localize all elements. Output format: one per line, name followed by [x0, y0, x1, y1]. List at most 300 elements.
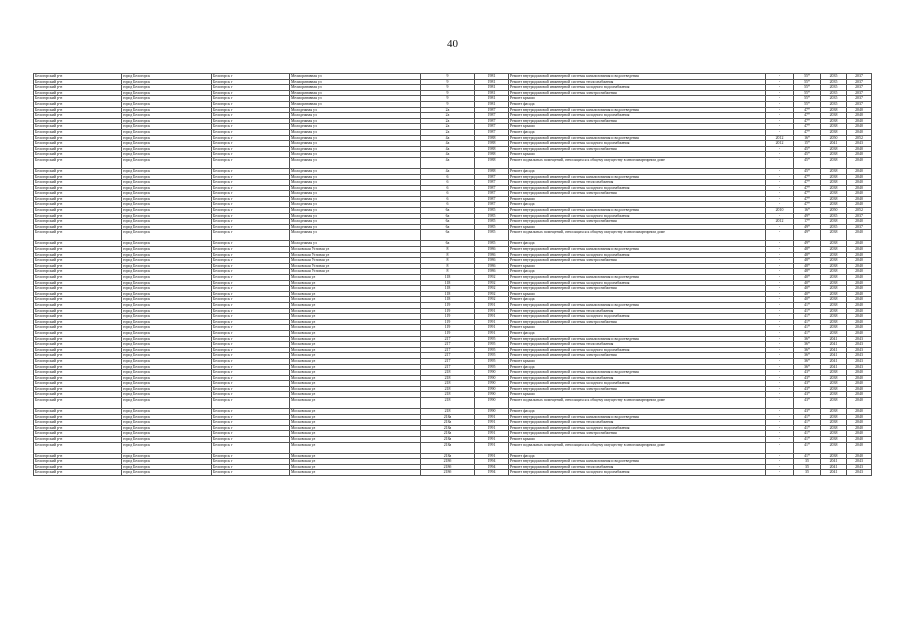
cell-settlement-short: Белогорск г — [212, 129, 290, 135]
cell-district: Белогорский р-н — [34, 85, 122, 91]
cell-year-built: 1985 — [475, 241, 509, 247]
cell-last-repair: - — [766, 291, 794, 297]
cell-work-type: Ремонт внутридомовой инженерной системы канализования и водоотведения — [509, 74, 766, 80]
cell-district: Белогорский р-н — [34, 157, 122, 168]
cell-house: 9 — [421, 74, 475, 80]
cell-year-built: 1990 — [475, 381, 509, 387]
cell-street: Молодежная ул — [290, 107, 421, 113]
cell-street: Московская ул — [290, 414, 421, 420]
cell-settlement: город Белогорск — [122, 174, 212, 180]
cell-settlement-short: Белогорск г — [212, 141, 290, 147]
cell-street: Молодежная ул — [290, 124, 421, 130]
cell-work-type: Ремонт фасада — [509, 241, 766, 247]
cell-street: Московская ул — [290, 431, 421, 437]
cell-last-repair: - — [766, 230, 794, 241]
cell-last-repair: - — [766, 168, 794, 174]
cell-settlement: город Белогорск — [122, 364, 212, 370]
cell-house: 118 — [421, 286, 475, 292]
cell-settlement-short: Белогорск г — [212, 398, 290, 409]
cell-plan-from: 2035 — [821, 101, 847, 107]
cell-plan-to: 2040 — [847, 269, 872, 275]
cell-plan-from: 2038 — [821, 168, 847, 174]
cell-last-repair: - — [766, 302, 794, 308]
cell-district: Белогорский р-н — [34, 464, 122, 470]
cell-plan-from: 2038 — [821, 241, 847, 247]
cell-street: Молодежная ул — [290, 208, 421, 214]
cell-plan-to: 2040 — [847, 302, 872, 308]
cell-year-built: 1991 — [475, 425, 509, 431]
cell-settlement: город Белогорск — [122, 152, 212, 158]
cell-settlement-short: Белогорск г — [212, 386, 290, 392]
cell-district: Белогорский р-н — [34, 202, 122, 208]
cell-street: Московская Угловая ул — [290, 258, 421, 264]
cell-house: 2а — [421, 107, 475, 113]
cell-wear: 41* — [794, 425, 821, 431]
cell-plan-to: 2043 — [847, 358, 872, 364]
cell-settlement: город Белогорск — [122, 196, 212, 202]
cell-plan-from: 2038 — [821, 370, 847, 376]
cell-plan-from: 2038 — [821, 325, 847, 331]
cell-year-built: 1987 — [475, 191, 509, 197]
cell-district: Белогорский р-н — [34, 263, 122, 269]
cell-plan-to: 2037 — [847, 74, 872, 80]
cell-wear: 45* — [794, 152, 821, 158]
cell-work-type: Ремонт внутридомовой инженерной системы теплоснабжения — [509, 79, 766, 85]
cell-year-built: 1981 — [475, 101, 509, 107]
cell-settlement-short: Белогорск г — [212, 157, 290, 168]
cell-plan-from: 2038 — [821, 381, 847, 387]
cell-work-type: Ремонт внутридомовой инженерной системы канализования и водоотведения — [509, 414, 766, 420]
cell-settlement-short: Белогорск г — [212, 230, 290, 241]
cell-work-type: Ремонт внутридомовой инженерной системы канализования и водоотведения — [509, 275, 766, 281]
cell-last-repair: - — [766, 196, 794, 202]
cell-plan-to: 2040 — [847, 453, 872, 459]
cell-house: 217 — [421, 342, 475, 348]
cell-work-type: Ремонт внутридомовой инженерной системы холодного водоснабжения — [509, 347, 766, 353]
cell-plan-to: 2040 — [847, 202, 872, 208]
cell-settlement-short: Белогорск г — [212, 453, 290, 459]
cell-year-built: 1991 — [475, 442, 509, 453]
cell-last-repair: - — [766, 386, 794, 392]
cell-plan-to: 2040 — [847, 386, 872, 392]
cell-plan-from: 2038 — [821, 118, 847, 124]
cell-wear: 55* — [794, 96, 821, 102]
cell-district: Белогорский р-н — [34, 241, 122, 247]
cell-last-repair: - — [766, 398, 794, 409]
cell-district: Белогорский р-н — [34, 342, 122, 348]
cell-plan-to: 2040 — [847, 107, 872, 113]
cell-year-built: 1991 — [475, 325, 509, 331]
cell-plan-to: 2052 — [847, 135, 872, 141]
cell-plan-from: 2038 — [821, 386, 847, 392]
cell-house: 218 — [421, 409, 475, 415]
cell-last-repair: - — [766, 453, 794, 459]
cell-plan-to: 2052 — [847, 208, 872, 214]
cell-plan-to: 2040 — [847, 319, 872, 325]
cell-year-built: 1985 — [475, 219, 509, 225]
cell-work-type: Ремонт внутридомовой инженерной системы электроснабжения — [509, 319, 766, 325]
cell-settlement: город Белогорск — [122, 342, 212, 348]
cell-house: 218 — [421, 370, 475, 376]
cell-house: 6а — [421, 224, 475, 230]
cell-wear: 48* — [794, 269, 821, 275]
cell-house: 118 — [421, 280, 475, 286]
cell-wear: 35 — [794, 459, 821, 465]
cell-house: 4а — [421, 141, 475, 147]
cell-district: Белогорский р-н — [34, 152, 122, 158]
cell-work-type: Ремонт внутридомовой инженерной системы электроснабжения — [509, 286, 766, 292]
cell-last-repair: - — [766, 314, 794, 320]
cell-settlement-short: Белогорск г — [212, 459, 290, 465]
cell-wear: 48* — [794, 252, 821, 258]
cell-house: 218б — [421, 470, 475, 476]
cell-street: Московская ул — [290, 325, 421, 331]
cell-house: 8 — [421, 247, 475, 253]
cell-work-type: Ремонт фасада — [509, 453, 766, 459]
cell-year-built: 1987 — [475, 180, 509, 186]
cell-plan-to: 2040 — [847, 168, 872, 174]
cell-settlement: город Белогорск — [122, 459, 212, 465]
cell-settlement-short: Белогорск г — [212, 168, 290, 174]
cell-settlement: город Белогорск — [122, 286, 212, 292]
cell-settlement: город Белогорск — [122, 258, 212, 264]
cell-year-built: 1991 — [475, 437, 509, 443]
cell-last-repair: - — [766, 275, 794, 281]
cell-last-repair: - — [766, 79, 794, 85]
cell-wear: 55* — [794, 79, 821, 85]
cell-settlement: город Белогорск — [122, 129, 212, 135]
cell-house: 9 — [421, 85, 475, 91]
cell-work-type: Ремонт внутридомовой инженерной системы теплоснабжения — [509, 375, 766, 381]
cell-settlement: город Белогорск — [122, 74, 212, 80]
cell-settlement-short: Белогорск г — [212, 414, 290, 420]
cell-district: Белогорский р-н — [34, 442, 122, 453]
cell-district: Белогорский р-н — [34, 90, 122, 96]
cell-plan-from: 2038 — [821, 230, 847, 241]
cell-settlement: город Белогорск — [122, 353, 212, 359]
cell-street: Московская ул — [290, 297, 421, 303]
cell-settlement-short: Белогорск г — [212, 101, 290, 107]
cell-last-repair: - — [766, 129, 794, 135]
cell-wear: 48* — [794, 263, 821, 269]
cell-plan-from: 2035 — [821, 96, 847, 102]
cell-year-built: 1995 — [475, 353, 509, 359]
cell-year-built: 1985 — [475, 230, 509, 241]
cell-year-built: 1987 — [475, 185, 509, 191]
cell-wear: 43* — [794, 409, 821, 415]
cell-plan-from: 2041 — [821, 336, 847, 342]
cell-house: 218 — [421, 375, 475, 381]
cell-district: Белогорский р-н — [34, 191, 122, 197]
cell-settlement: город Белогорск — [122, 375, 212, 381]
cell-last-repair: - — [766, 85, 794, 91]
cell-last-repair: - — [766, 258, 794, 264]
cell-house: 218б — [421, 459, 475, 465]
cell-year-built: 1994 — [475, 470, 509, 476]
cell-wear: 49* — [794, 241, 821, 247]
cell-work-type: Ремонт внутридомовой инженерной системы холодного водоснабжения — [509, 425, 766, 431]
cell-plan-to: 2040 — [847, 414, 872, 420]
cell-settlement-short: Белогорск г — [212, 347, 290, 353]
cell-district: Белогорский р-н — [34, 174, 122, 180]
cell-house: 6а — [421, 241, 475, 247]
cell-wear: 43* — [794, 392, 821, 398]
cell-work-type: Ремонт внутридомовой инженерной системы электроснабжения — [509, 90, 766, 96]
cell-settlement-short: Белогорск г — [212, 409, 290, 415]
cell-settlement-short: Белогорск г — [212, 208, 290, 214]
cell-street: Мелиоративная ул — [290, 96, 421, 102]
cell-last-repair: - — [766, 308, 794, 314]
cell-plan-from: 2038 — [821, 258, 847, 264]
cell-work-type: Ремонт внутридомовой инженерной системы холодного водоснабжения — [509, 141, 766, 147]
cell-settlement: город Белогорск — [122, 157, 212, 168]
cell-plan-from: 2038 — [821, 431, 847, 437]
cell-plan-from: 2041 — [821, 353, 847, 359]
cell-last-repair: - — [766, 74, 794, 80]
cell-house: 6а — [421, 208, 475, 214]
cell-work-type: Ремонт внутридомовой инженерной системы холодного водоснабжения — [509, 252, 766, 258]
cell-year-built: 1991 — [475, 414, 509, 420]
cell-year-built: 1990 — [475, 386, 509, 392]
cell-last-repair: - — [766, 124, 794, 130]
cell-wear: 47* — [794, 113, 821, 119]
cell-plan-to: 2043 — [847, 364, 872, 370]
cell-last-repair: - — [766, 297, 794, 303]
cell-wear: 43* — [794, 386, 821, 392]
cell-year-built: 1988 — [475, 141, 509, 147]
cell-house: 217 — [421, 358, 475, 364]
cell-district: Белогорский р-н — [34, 275, 122, 281]
cell-year-built: 1991 — [475, 330, 509, 336]
cell-plan-to: 2043 — [847, 347, 872, 353]
cell-street: Молодежная ул — [290, 202, 421, 208]
cell-house: 217 — [421, 353, 475, 359]
cell-wear: 43* — [794, 375, 821, 381]
cell-district: Белогорский р-н — [34, 370, 122, 376]
cell-street: Молодежная ул — [290, 241, 421, 247]
cell-plan-to: 2037 — [847, 79, 872, 85]
cell-house: 217 — [421, 364, 475, 370]
cell-district: Белогорский р-н — [34, 74, 122, 80]
cell-plan-to: 2043 — [847, 459, 872, 465]
cell-last-repair: - — [766, 118, 794, 124]
cell-street: Московская ул — [290, 275, 421, 281]
cell-settlement-short: Белогорск г — [212, 219, 290, 225]
cell-wear: 47* — [794, 185, 821, 191]
cell-settlement: город Белогорск — [122, 442, 212, 453]
cell-settlement-short: Белогорск г — [212, 241, 290, 247]
cell-year-built: 1981 — [475, 85, 509, 91]
cell-settlement: город Белогорск — [122, 453, 212, 459]
cell-work-type: Ремонт фасада — [509, 269, 766, 275]
cell-plan-to: 2040 — [847, 174, 872, 180]
cell-house: 8 — [421, 269, 475, 275]
cell-settlement-short: Белогорск г — [212, 442, 290, 453]
cell-year-built: 1987 — [475, 118, 509, 124]
cell-work-type: Ремонт подвальных помещений, относящихся к общему имуществу в многоквартирном доме — [509, 442, 766, 453]
cell-settlement: город Белогорск — [122, 291, 212, 297]
cell-wear: 40* — [794, 297, 821, 303]
cell-settlement: город Белогорск — [122, 124, 212, 130]
cell-year-built: 1988 — [475, 146, 509, 152]
cell-wear: 36* — [794, 347, 821, 353]
cell-house: 218а — [421, 437, 475, 443]
cell-district: Белогорский р-н — [34, 185, 122, 191]
cell-district: Белогорский р-н — [34, 453, 122, 459]
cell-district: Белогорский р-н — [34, 431, 122, 437]
cell-year-built: 1986 — [475, 258, 509, 264]
cell-year-built: 1995 — [475, 364, 509, 370]
cell-wear: 45* — [794, 146, 821, 152]
cell-year-built: 1988 — [475, 135, 509, 141]
cell-year-built: 1987 — [475, 113, 509, 119]
cell-plan-to: 2040 — [847, 219, 872, 225]
cell-district: Белогорский р-н — [34, 302, 122, 308]
cell-plan-from: 2038 — [821, 330, 847, 336]
cell-wear: 17* — [794, 219, 821, 225]
cell-settlement: город Белогорск — [122, 191, 212, 197]
cell-house: 6 — [421, 180, 475, 186]
cell-district: Белогорский р-н — [34, 353, 122, 359]
cell-work-type: Ремонт внутридомовой инженерной системы электроснабжения — [509, 353, 766, 359]
cell-settlement-short: Белогорск г — [212, 342, 290, 348]
cell-district: Белогорский р-н — [34, 213, 122, 219]
cell-street: Молодежная ул — [290, 152, 421, 158]
cell-street: Молодежная ул — [290, 224, 421, 230]
cell-settlement: город Белогорск — [122, 146, 212, 152]
cell-work-type: Ремонт внутридомовой инженерной системы холодного водоснабжения — [509, 213, 766, 219]
cell-house: 2а — [421, 113, 475, 119]
cell-street: Московская Угловая ул — [290, 263, 421, 269]
table-row — [34, 442, 872, 453]
cell-plan-to: 2040 — [847, 330, 872, 336]
cell-district: Белогорский р-н — [34, 247, 122, 253]
cell-work-type: Ремонт крыши — [509, 437, 766, 443]
cell-settlement-short: Белогорск г — [212, 118, 290, 124]
cell-plan-from: 2050 — [821, 135, 847, 141]
cell-plan-to: 2040 — [847, 375, 872, 381]
cell-street: Московская ул — [290, 286, 421, 292]
cell-work-type: Ремонт внутридомовой инженерной системы теплоснабжения — [509, 180, 766, 186]
cell-street: Московская ул — [290, 319, 421, 325]
cell-plan-to: 2040 — [847, 286, 872, 292]
cell-last-repair: - — [766, 213, 794, 219]
cell-district: Белогорский р-н — [34, 347, 122, 353]
cell-wear: 35 — [794, 464, 821, 470]
cell-settlement: город Белогорск — [122, 386, 212, 392]
cell-plan-from: 2038 — [821, 437, 847, 443]
cell-district: Белогорский р-н — [34, 168, 122, 174]
cell-plan-to: 2040 — [847, 297, 872, 303]
cell-wear: 36* — [794, 353, 821, 359]
cell-house: 218а — [421, 425, 475, 431]
cell-wear: 36* — [794, 358, 821, 364]
cell-street: Московская ул — [290, 308, 421, 314]
cell-year-built: 1991 — [475, 308, 509, 314]
cell-house: 217 — [421, 347, 475, 353]
cell-last-repair: - — [766, 409, 794, 415]
cell-street: Московская ул — [290, 453, 421, 459]
cell-last-repair: - — [766, 431, 794, 437]
cell-year-built: 1981 — [475, 96, 509, 102]
cell-street: Московская ул — [290, 464, 421, 470]
cell-settlement-short: Белогорск г — [212, 85, 290, 91]
cell-house: 119 — [421, 330, 475, 336]
cell-settlement-short: Белогорск г — [212, 325, 290, 331]
cell-wear: 41* — [794, 319, 821, 325]
cell-settlement-short: Белогорск г — [212, 375, 290, 381]
cell-plan-from: 2038 — [821, 219, 847, 225]
cell-settlement-short: Белогорск г — [212, 280, 290, 286]
cell-settlement: город Белогорск — [122, 431, 212, 437]
cell-district: Белогорский р-н — [34, 291, 122, 297]
cell-year-built: 1985 — [475, 208, 509, 214]
cell-wear: 47* — [794, 196, 821, 202]
cell-settlement-short: Белогорск г — [212, 252, 290, 258]
cell-year-built: 1981 — [475, 74, 509, 80]
cell-wear: 41* — [794, 414, 821, 420]
cell-wear: 41* — [794, 330, 821, 336]
cell-plan-from: 2038 — [821, 202, 847, 208]
cell-year-built: 1986 — [475, 263, 509, 269]
cell-settlement-short: Белогорск г — [212, 185, 290, 191]
cell-district: Белогорский р-н — [34, 425, 122, 431]
cell-settlement: город Белогорск — [122, 208, 212, 214]
cell-street: Молодежная ул — [290, 219, 421, 225]
cell-work-type: Ремонт внутридомовой инженерной системы холодного водоснабжения — [509, 185, 766, 191]
cell-street: Московская ул — [290, 342, 421, 348]
cell-plan-to: 2037 — [847, 224, 872, 230]
cell-settlement-short: Белогорск г — [212, 291, 290, 297]
cell-year-built: 1986 — [475, 269, 509, 275]
cell-wear: 49* — [794, 230, 821, 241]
cell-last-repair: - — [766, 375, 794, 381]
cell-last-repair: - — [766, 180, 794, 186]
cell-last-repair: - — [766, 224, 794, 230]
cell-work-type: Ремонт фасада — [509, 202, 766, 208]
cell-house: 6 — [421, 185, 475, 191]
cell-work-type: Ремонт внутридомовой инженерной системы электроснабжения — [509, 258, 766, 264]
cell-house: 218 — [421, 386, 475, 392]
cell-plan-to: 2040 — [847, 291, 872, 297]
cell-street: Московская ул — [290, 280, 421, 286]
cell-house: 4а — [421, 146, 475, 152]
cell-street: Московская ул — [290, 370, 421, 376]
cell-last-repair: - — [766, 425, 794, 431]
cell-work-type: Ремонт подвальных помещений, относящихся к общему имуществу в многоквартирном доме — [509, 157, 766, 168]
cell-wear: 35 — [794, 470, 821, 476]
cell-district: Белогорский р-н — [34, 252, 122, 258]
cell-wear: 43* — [794, 381, 821, 387]
cell-settlement: город Белогорск — [122, 85, 212, 91]
cell-plan-from: 2041 — [821, 342, 847, 348]
cell-plan-to: 2040 — [847, 185, 872, 191]
cell-settlement-short: Белогорск г — [212, 353, 290, 359]
cell-district: Белогорский р-н — [34, 336, 122, 342]
cell-wear: 47* — [794, 118, 821, 124]
cell-house: 118 — [421, 275, 475, 281]
cell-street: Мелиоративная ул — [290, 74, 421, 80]
cell-last-repair: - — [766, 347, 794, 353]
cell-last-repair: - — [766, 325, 794, 331]
cell-plan-from: 2038 — [821, 269, 847, 275]
cell-house: 218б — [421, 464, 475, 470]
cell-last-repair: - — [766, 241, 794, 247]
cell-house: 6а — [421, 219, 475, 225]
cell-house: 6 — [421, 202, 475, 208]
cell-work-type: Ремонт крыши — [509, 263, 766, 269]
cell-plan-to: 2043 — [847, 353, 872, 359]
